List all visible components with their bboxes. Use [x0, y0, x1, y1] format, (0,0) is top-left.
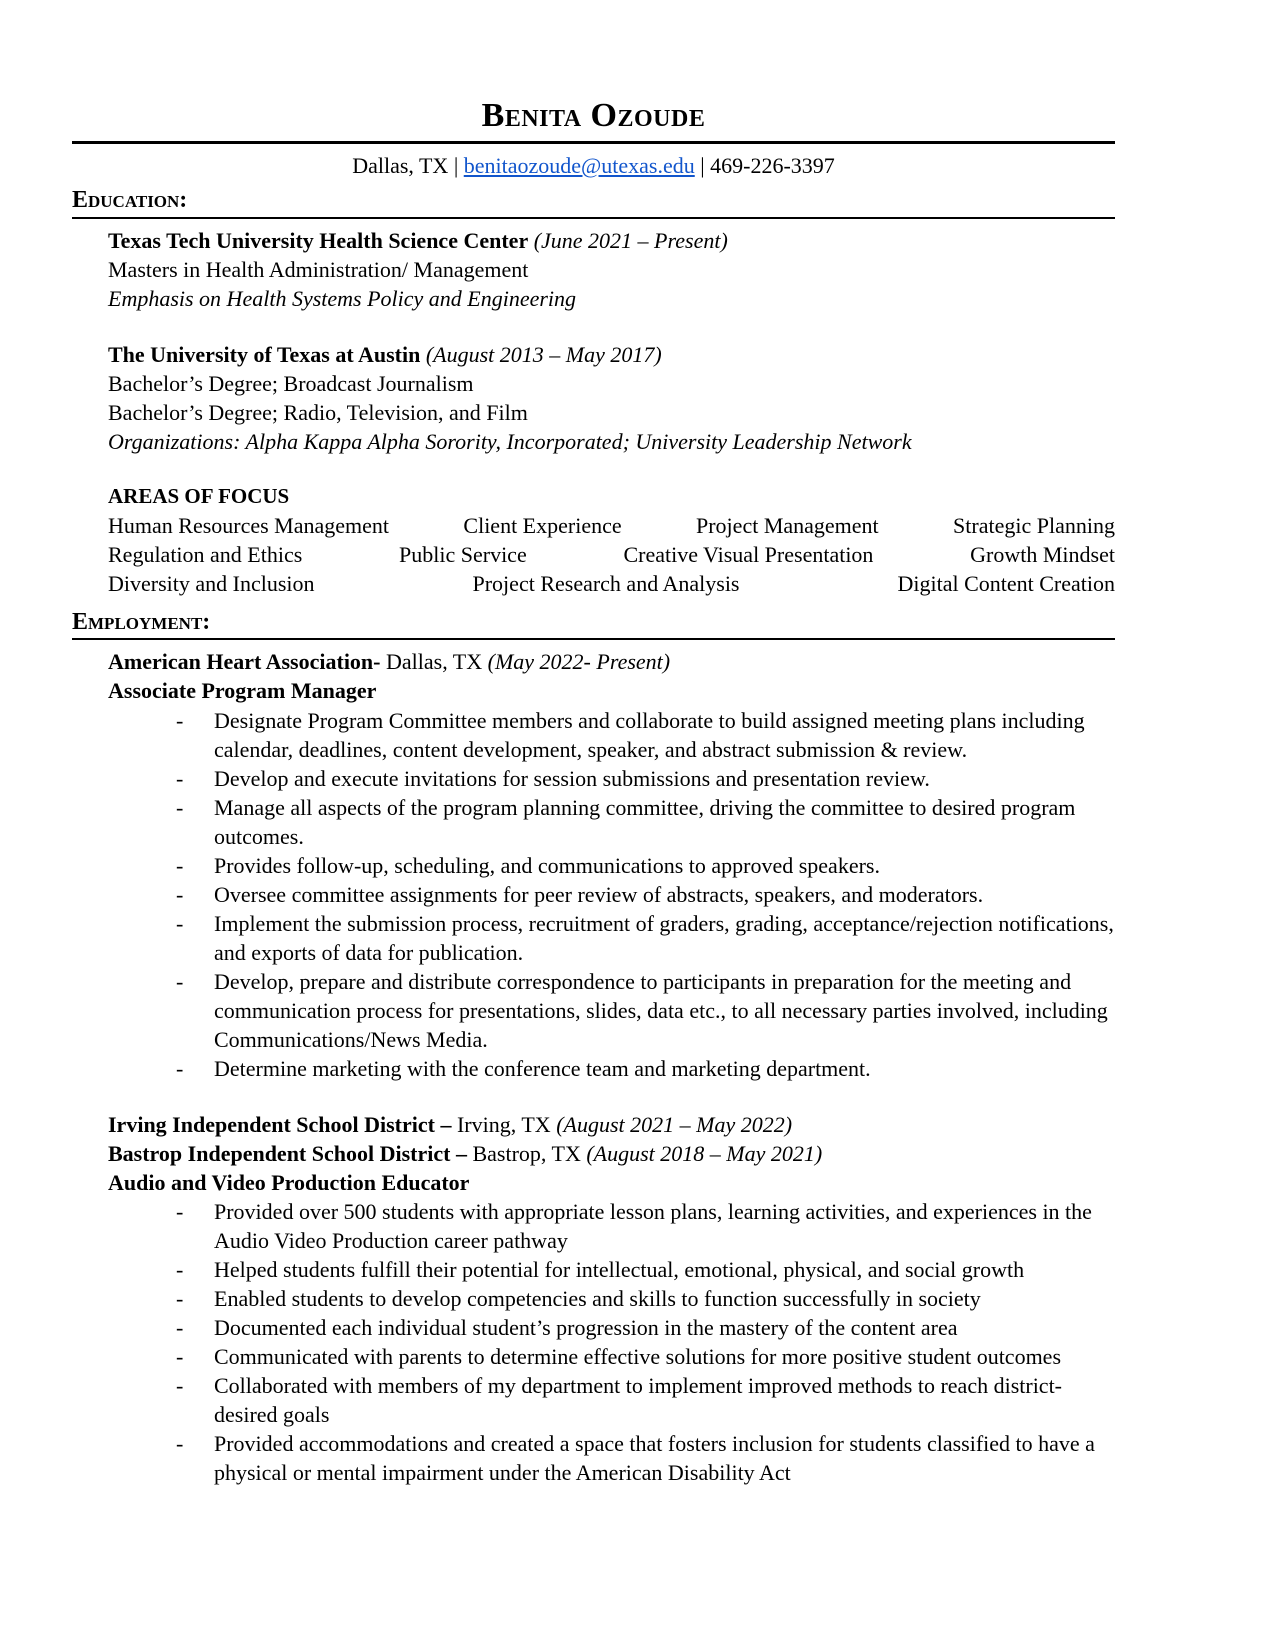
employer-dates: (May 2022- Present)	[487, 649, 671, 675]
bullet-item: - Designate Program Committee members and collaborate to build assigned meeting plans including calendar, deadlines, content development, speaker, and abstract submission & review.	[176, 706, 1115, 764]
bullet-item: - Enabled students to develop competencies and skills to function successfully in society	[176, 1284, 1115, 1313]
focus-area-item: Public Service	[399, 541, 527, 567]
focus-areas-row	[108, 569, 1115, 598]
employer-location: Irving, TX	[456, 1111, 551, 1137]
employer-name: Irving Independent School District –	[108, 1111, 452, 1137]
job-bullet-list	[108, 1197, 1115, 1487]
school-degree: Masters in Health Administration/ Management	[108, 256, 529, 282]
job-entry-school-districts	[108, 1110, 1115, 1487]
bullet-item: - Provided over 500 students with appropriate lesson plans, learning activities, and experiences in the Audio Video Production career pathway	[176, 1197, 1115, 1255]
bullet-item: - Helped students fulfill their potential for intellectual, emotional, physical, and social growth	[176, 1255, 1115, 1284]
focus-areas-row	[108, 540, 1115, 569]
bullet-item: - Develop, prepare and distribute correspondence to participants in preparation for the meeting and communication process for presentations, slides, data etc., to all necessary parties involved, including Communications/News Media.	[176, 967, 1115, 1054]
focus-area-item: Creative Visual Presentation	[623, 541, 874, 567]
employer-name: American Heart Association-	[108, 649, 381, 675]
bullet-item: - Determine marketing with the conference team and marketing department.	[176, 1054, 1115, 1083]
focus-area-item: Project Research and Analysis	[472, 570, 740, 596]
school-entry-texas-tech	[108, 226, 1115, 313]
school-dates: (June 2021 – Present)	[533, 227, 728, 253]
employer-line	[108, 1139, 1115, 1168]
bullet-item: - Collaborated with members of my department to implement improved methods to reach district-desired goals	[176, 1371, 1115, 1429]
focus-area-item: Human Resources Management	[108, 512, 390, 538]
areas-of-focus-heading: AREAS OF FOCUS	[108, 483, 290, 508]
contact-separator: |	[700, 152, 705, 178]
bullet-item: - Manage all aspects of the program planning committee, driving the committee to desired program outcomes.	[176, 793, 1115, 851]
bullet-item: - Provides follow-up, scheduling, and communications to approved speakers.	[176, 851, 1115, 880]
focus-area-item: Project Management	[696, 512, 879, 538]
bullet-item: - Communicated with parents to determine effective solutions for more positive student outcomes	[176, 1342, 1115, 1371]
employment-heading: Employment:	[72, 608, 1115, 641]
employer-location: Bastrop, TX	[472, 1140, 581, 1166]
job-title: Associate Program Manager	[108, 678, 377, 704]
focus-area-item: Digital Content Creation	[897, 570, 1115, 596]
school-emphasis: Emphasis on Health Systems Policy and Engineering	[108, 285, 577, 311]
school-organizations: Organizations: Alpha Kappa Alpha Sorority, Incorporated; University Leadership Network	[108, 428, 912, 454]
education-heading: Education:	[72, 186, 1115, 219]
job-title: Audio and Video Production Educator	[108, 1169, 470, 1195]
focus-area-item: Growth Mindset	[970, 541, 1115, 567]
education-body	[108, 226, 1115, 598]
focus-area-item: Strategic Planning	[953, 512, 1115, 538]
employer-location: Dallas, TX	[386, 649, 483, 675]
job-bullet-list	[108, 706, 1115, 1083]
job-entry-american-heart-association	[108, 647, 1115, 1082]
bullet-item: - Provided accommodations and created a space that fosters inclusion for students classified to have a physical or mental impairment under the American Disability Act	[176, 1429, 1115, 1487]
bullet-item: - Documented each individual student’s progression in the mastery of the content area	[176, 1313, 1115, 1342]
employer-name: Bastrop Independent School District –	[108, 1140, 467, 1166]
bullet-item: - Implement the submission process, recruitment of graders, grading, acceptance/rejection notifications, and exports of data for publication.	[176, 909, 1115, 967]
focus-area-item: Diversity and Inclusion	[108, 570, 315, 596]
bullet-item: - Develop and execute invitations for session submissions and presentation review.	[176, 764, 1115, 793]
employer-line	[108, 647, 1115, 676]
school-name: Texas Tech University Health Science Center	[108, 227, 529, 253]
email-link[interactable]: benitaozoude@utexas.edu	[463, 152, 695, 178]
school-title-line	[108, 340, 1115, 369]
contact-line	[72, 151, 1115, 180]
school-entry-ut-austin	[108, 340, 1115, 456]
school-degree: Bachelor’s Degree; Broadcast Journalism	[108, 370, 474, 396]
employer-line	[108, 1110, 1115, 1139]
employment-body	[108, 647, 1115, 1487]
employment-section	[72, 608, 1115, 1488]
contact-phone: 469-226-3397	[710, 152, 835, 178]
contact-separator: |	[453, 152, 459, 178]
areas-of-focus	[108, 483, 1115, 598]
school-degree: Bachelor’s Degree; Radio, Television, and Film	[108, 399, 528, 425]
resume-header	[72, 96, 1115, 180]
focus-area-item: Regulation and Ethics	[108, 541, 303, 567]
focus-areas-row	[108, 511, 1115, 540]
employer-dates: (August 2018 – May 2021)	[586, 1140, 823, 1166]
focus-area-item: Client Experience	[463, 512, 622, 538]
school-dates: (August 2013 – May 2017)	[425, 341, 662, 367]
school-title-line	[108, 226, 1115, 255]
education-section	[72, 186, 1115, 598]
school-name: The University of Texas at Austin	[108, 341, 421, 367]
contact-location: Dallas, TX	[352, 152, 449, 178]
bullet-item: - Oversee committee assignments for peer review of abstracts, speakers, and moderators.	[176, 880, 1115, 909]
candidate-name: Benita Ozoude	[72, 96, 1115, 144]
employer-dates: (August 2021 – May 2022)	[556, 1111, 793, 1137]
